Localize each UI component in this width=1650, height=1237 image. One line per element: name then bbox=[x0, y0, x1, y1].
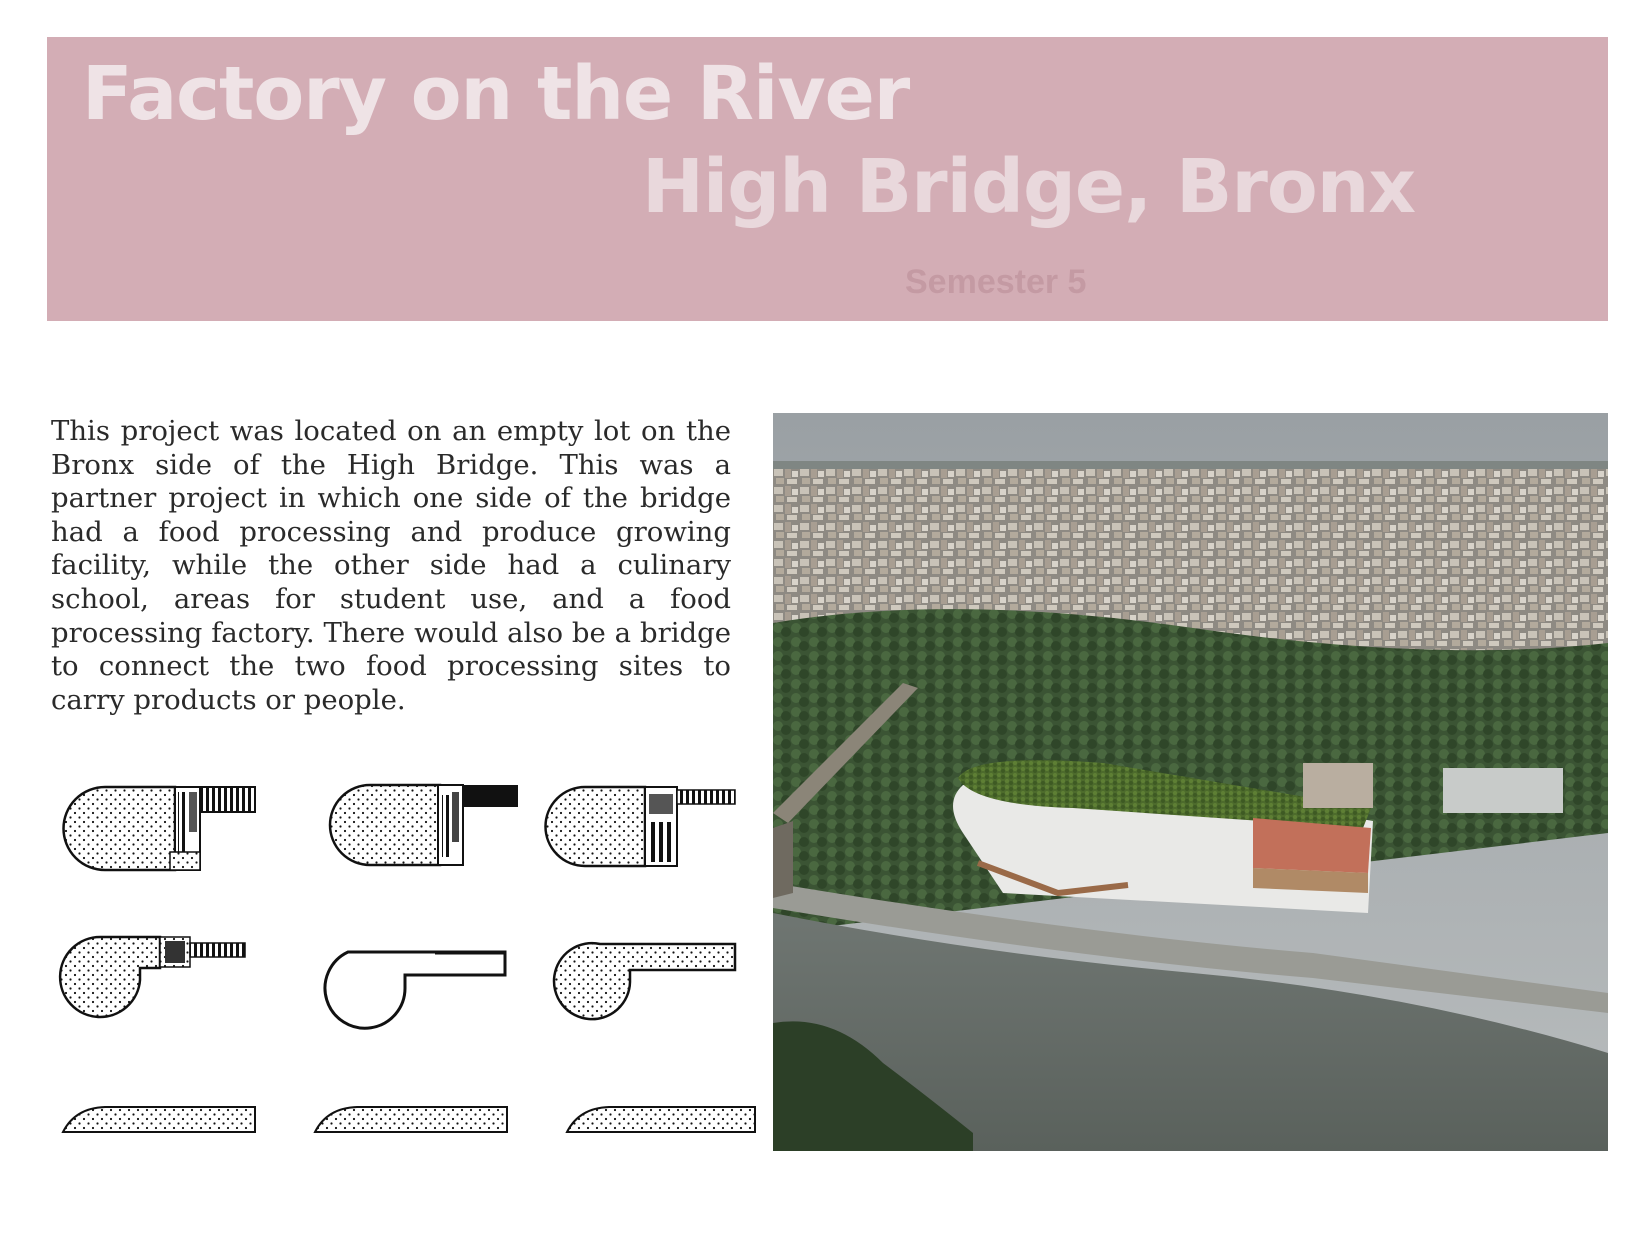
plan-r1-c2 bbox=[330, 785, 518, 865]
floor-plan-diagrams bbox=[50, 770, 770, 1150]
plan-r3-c1 bbox=[63, 1107, 255, 1132]
plan-r2-c3 bbox=[554, 943, 735, 1019]
plan-r2-c2 bbox=[325, 952, 505, 1028]
project-description: This project was located on an empty lot on the Bronx side of the High Bridge. This was a partner project in which one side of the bridge had a food processing and produce growing facility, while the other side had a culinary school, areas for student use, and a food processing factory. There would also be a bridge to connect the two food processing sites to carry products or people. bbox=[51, 415, 731, 716]
aerial-site-rendering bbox=[773, 413, 1608, 1151]
page-title: Factory on the River bbox=[82, 51, 910, 137]
plan-r1-c1 bbox=[64, 787, 255, 870]
plan-r1-c3 bbox=[546, 787, 736, 866]
plan-r3-c2 bbox=[315, 1107, 507, 1132]
plan-r2-c1 bbox=[60, 937, 245, 1017]
plan-r3-c3 bbox=[567, 1107, 755, 1132]
page-subtitle: High Bridge, Bronx bbox=[642, 144, 1416, 230]
header-banner bbox=[47, 37, 1608, 321]
semester-label: Semester 5 bbox=[905, 263, 1087, 301]
